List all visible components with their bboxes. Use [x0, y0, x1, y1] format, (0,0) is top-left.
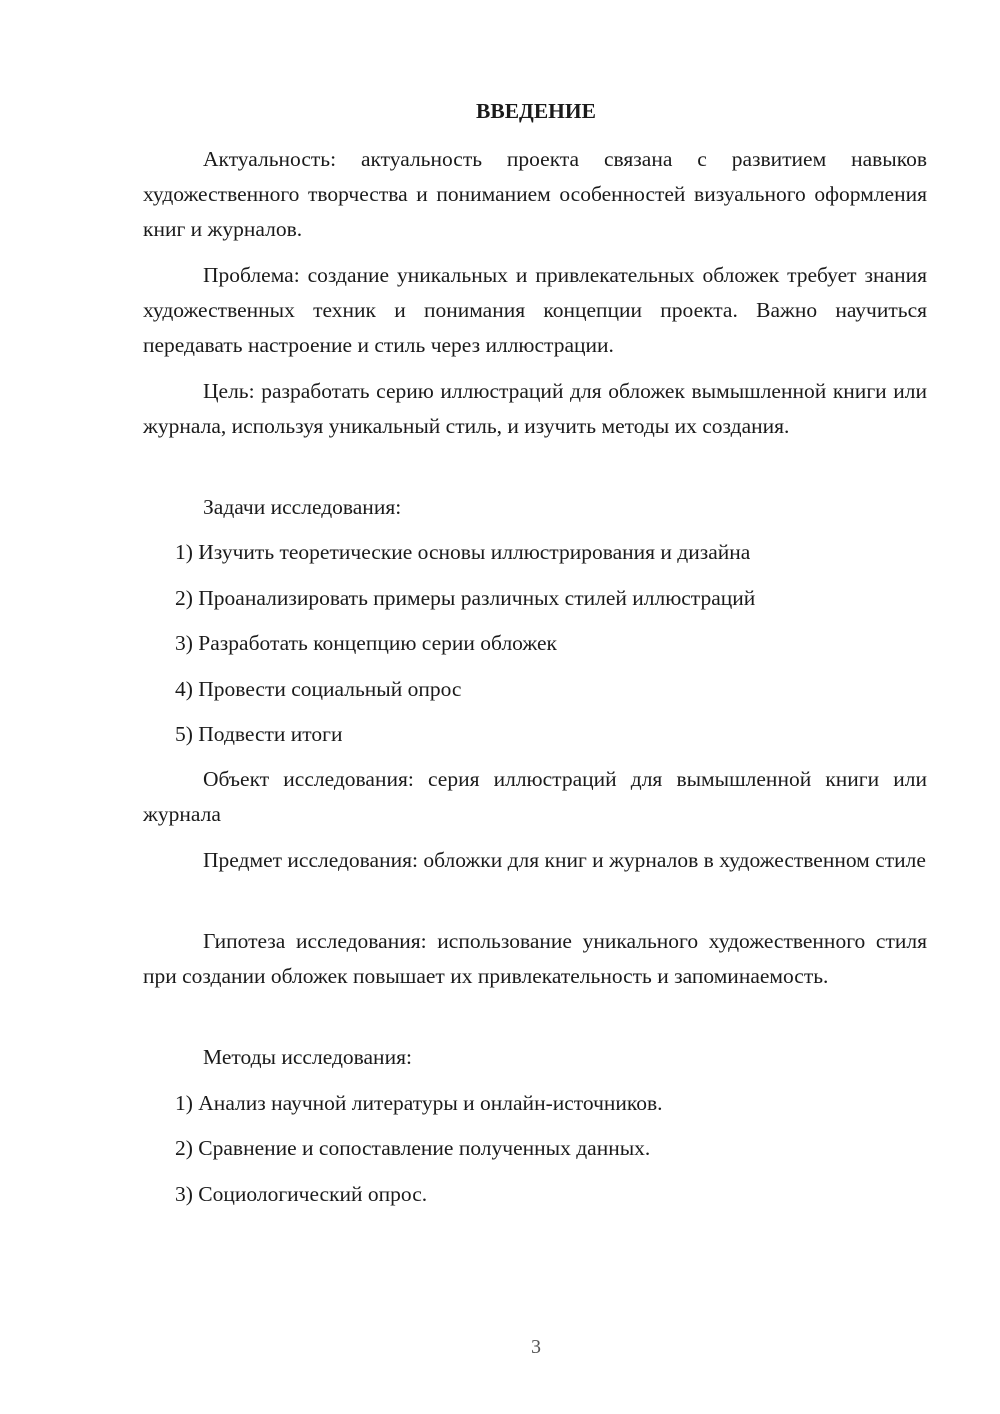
section-heading: ВВЕДЕНИЕ	[476, 99, 596, 123]
task-item-4: 4) Провести социальный опрос	[175, 677, 462, 701]
relevance-paragraph: Актуальность: актуальность проекта связана с развитием навыков художественного творчества и пониманием особенностей визуального оформления книг и журналов.	[143, 147, 927, 241]
tasks-heading: Задачи исследования:	[203, 495, 402, 519]
goal-paragraph: Цель: разработать серию иллюстраций для обложек вымышленной книги или журнала, используя уникальный стиль, и изучить методы их создания.	[143, 379, 927, 438]
methods-heading: Методы исследования:	[203, 1045, 412, 1069]
method-item-3: 3) Социологический опрос.	[175, 1182, 428, 1206]
task-item-2: 2) Проанализировать примеры различных стилей иллюстраций	[175, 586, 756, 610]
hypothesis-paragraph: Гипотеза исследования: использование уникального художественного стиля при создании обложек повышает их привлекательность и запоминаемость.	[143, 929, 927, 988]
task-item-5: 5) Подвести итоги	[175, 722, 343, 746]
problem-paragraph: Проблема: создание уникальных и привлекательных обложек требует знания художественных техник и понимания концепции проекта. Важно научиться передавать настроение и стиль через иллюстрации.	[143, 263, 927, 357]
method-item-2: 2) Сравнение и сопоставление полученных данных.	[175, 1136, 651, 1160]
method-item-1: 1) Анализ научной литературы и онлайн-источников.	[175, 1091, 663, 1115]
page-number: 3	[531, 1336, 541, 1358]
object-paragraph: Объект исследования: серия иллюстраций для вымышленной книги или журнала	[143, 767, 927, 826]
task-item-1: 1) Изучить теоретические основы иллюстрирования и дизайна	[175, 540, 751, 564]
subject-paragraph: Предмет исследования: обложки для книг и журналов в художественном стиле	[203, 848, 926, 872]
task-item-3: 3) Разработать концепцию серии обложек	[175, 631, 557, 655]
